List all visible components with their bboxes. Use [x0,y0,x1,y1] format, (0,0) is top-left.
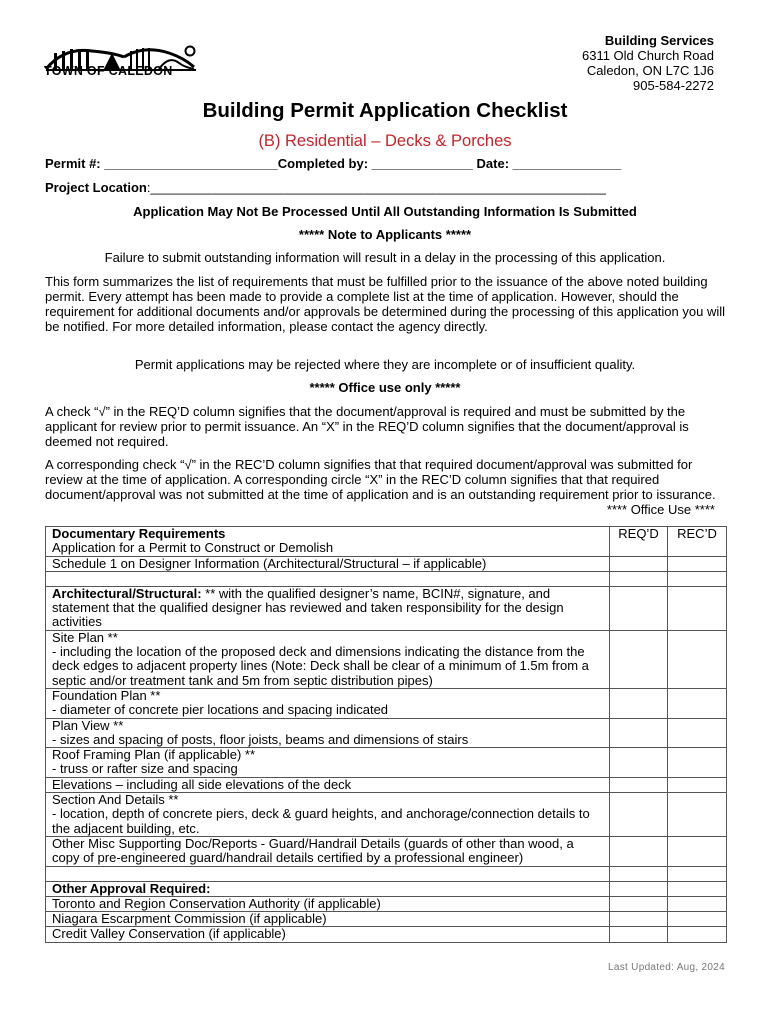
recd-checkbox[interactable] [668,556,727,571]
plan-view-text: - sizes and spacing of posts, floor joists, beams and dimensions of stairs [52,731,469,747]
arch-structural-cell [46,586,610,630]
date-field[interactable]: Date: _______________ [476,156,622,171]
table-row [46,571,727,586]
other-misc-cell: Other Misc Supporting Doc/Reports - Guard/Handrail Details (guards of other than wood, a copy of pre-engineered guard/handrail details certified by a professional engineer) [46,836,610,866]
reqd-checkbox[interactable] [610,556,668,571]
table-row [46,748,727,778]
site-plan-title: Site Plan ** [52,629,118,645]
department-address [582,33,714,93]
recd-column-header: REC’D [668,527,727,557]
failure-notice: Failure to submit outstanding information will result in a delay in the processing of this application. [104,250,666,265]
table-row [46,556,727,571]
reqd-checkbox[interactable] [610,793,668,837]
office-use-tag: **** Office Use **** [606,502,715,517]
reqd-checkbox[interactable] [610,586,668,630]
roof-framing-cell [46,748,610,778]
recd-checkbox[interactable] [668,718,727,748]
recd-checkbox[interactable] [668,912,727,927]
note-to-applicants-heading: ***** Note to Applicants ***** [298,227,472,242]
reqd-checkbox[interactable] [610,912,668,927]
doc-item-schedule1: Schedule 1 on Designer Information (Architectural/Structural – if applicable) [46,556,610,571]
recd-checkbox[interactable] [668,688,727,718]
requirements-table [45,526,727,943]
table-row [46,777,727,792]
foundation-plan-cell [46,688,610,718]
last-updated: Last Updated: Aug, 2024 [608,962,725,973]
foundation-plan-title: Foundation Plan ** [52,687,161,703]
reqd-checkbox[interactable] [610,836,668,866]
table-cell [46,527,610,557]
other-approval-heading: Other Approval Required: [46,881,610,896]
form-fields-row [45,156,621,171]
roof-framing-title: Roof Framing Plan (if applicable) ** [52,747,256,763]
recd-checkbox[interactable] [668,896,727,911]
processing-notice: Application May Not Be Processed Until All Outstanding Information Is Submitted [133,204,637,219]
approval-cvc: Credit Valley Conservation (if applicable) [46,927,610,942]
page-subtitle: (B) Residential – Decks & Porches [258,132,512,150]
section-details-text: - location, depth of concrete piers, deck & guard heights, and anchorage/connection details to the adjacent building, etc. [52,806,590,836]
recd-checkbox[interactable] [668,777,727,792]
reqd-explanation: A check “√” in the REQ’D column signifies that the document/approval is required and must be submitted by the applicant for review prior to permit issuance. An “X” in the REQ’D column signifies that the document/approval is deemed not required. [45,404,689,449]
recd-checkbox[interactable] [668,748,727,778]
reqd-checkbox[interactable] [610,718,668,748]
arch-structural-heading: Architectural/Structural: [52,585,202,601]
table-row [46,793,727,837]
phone-number: 905-584-2272 [633,78,714,93]
project-location-line: :_______________________________________________________________ [146,180,606,195]
approval-nec: Niagara Escarpment Commission (if applicable) [46,912,610,927]
table-row [46,927,727,942]
site-plan-text: - including the location of the proposed deck and dimensions indicating the distance from the deck edges to adjacent property lines (Note: Deck shall be clear of a minimum of 1.5m from a septic and/or treatment tank and 5m from septic distribution pipes) [52,644,589,688]
arch-structural-text: ** with the qualified designer’s name, BCIN#, signature, and statement that the qualified designer has reviewed and taken responsibility for the design activities [52,585,564,630]
table-row [46,912,727,927]
completed-by-field[interactable]: Completed by: ______________ [277,156,473,171]
table-row [46,896,727,911]
table-row [46,630,727,688]
recd-checkbox[interactable] [668,793,727,837]
recd-checkbox[interactable] [668,586,727,630]
roof-framing-text: - truss or rafter size and spacing [52,761,238,777]
rejection-notice: Permit applications may be rejected where they are incomplete or of insufficient quality. [134,357,636,372]
table-row [46,836,727,866]
table-row [46,527,727,557]
section-details-title: Section And Details ** [52,792,179,808]
department-name: Building Services [604,33,714,48]
documentary-heading: Documentary Requirements [52,526,226,541]
doc-item-application: Application for a Permit to Construct or Demolish [52,540,334,556]
recd-checkbox[interactable] [668,630,727,688]
approval-trca: Toronto and Region Conservation Authority (if applicable) [46,896,610,911]
reqd-checkbox[interactable] [610,896,668,911]
reqd-column-header: REQ’D [610,527,668,557]
table-row [46,881,727,896]
section-details-cell [46,793,610,837]
permit-number-field[interactable]: Permit #: ________________________ [45,156,278,171]
page-title: Building Permit Application Checklist [202,99,568,122]
summary-paragraph: This form summarizes the list of requirements that must be fulfilled prior to the issuance of the above noted building permit. Every attempt has been made to provide a complete list at the time of application. However, should the requirement for additional documents and/or approvals be determined during the processing of this application you will be notified. For more detailed information, please contact the agency directly. [45,274,726,334]
table-row [46,866,727,881]
foundation-plan-text: - diameter of concrete pier locations and spacing indicated [52,702,389,718]
elevations-cell: Elevations – including all side elevations of the deck [46,777,610,792]
recd-explanation: A corresponding check “√” in the REC’D column signifies that that required document/approval was submitted for review at the time of application. A corresponding circle “X” in the REC’D column signifies that that required document/approval was not submitted at the time of application and is an outstanding requirement prior to issurance. [45,457,716,502]
project-location-field[interactable] [45,180,606,195]
reqd-checkbox[interactable] [610,927,668,942]
project-location-label: Project Location [45,180,147,195]
plan-view-cell [46,718,610,748]
reqd-checkbox[interactable] [610,748,668,778]
reqd-checkbox[interactable] [610,688,668,718]
table-row [46,586,727,630]
recd-checkbox[interactable] [668,927,727,942]
address-line-1: 6311 Old Church Road [581,48,714,63]
table-row [46,718,727,748]
address-line-2: Caledon, ON L7C 1J6 [586,63,714,78]
plan-view-title: Plan View ** [52,717,124,733]
reqd-checkbox[interactable] [610,630,668,688]
table-row [46,688,727,718]
recd-checkbox[interactable] [668,836,727,866]
office-use-heading: ***** Office use only ***** [309,380,461,395]
reqd-checkbox[interactable] [610,777,668,792]
logo-text: TOWN OF CALEDON [44,64,173,78]
site-plan-cell [46,630,610,688]
